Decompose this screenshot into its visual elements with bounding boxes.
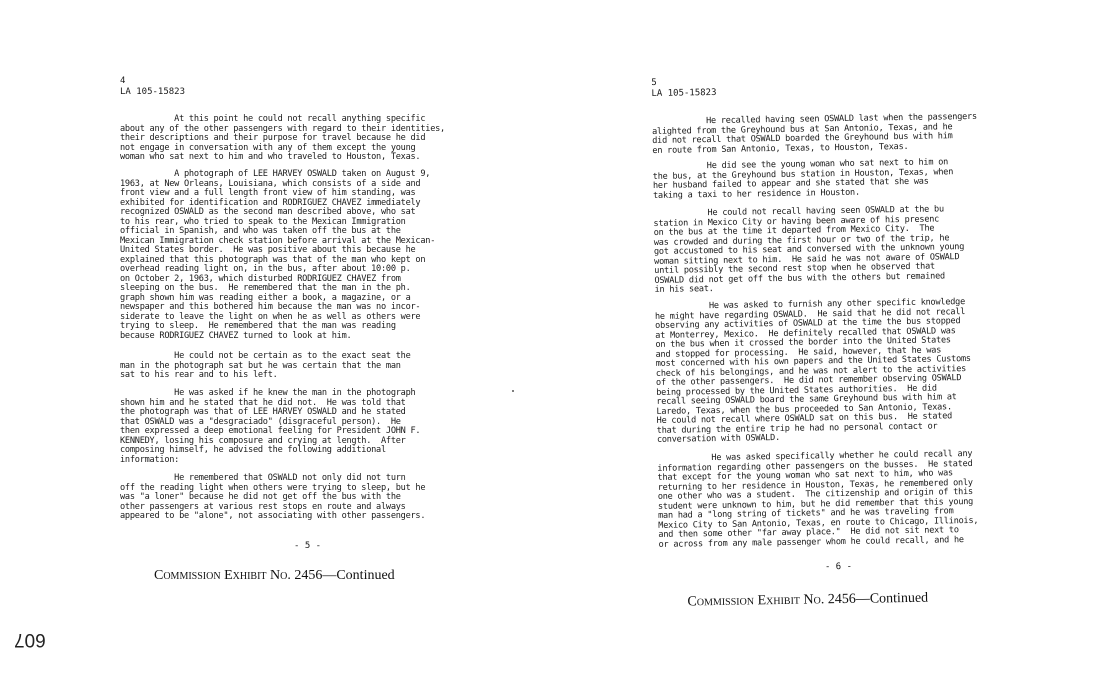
file-number: LA 105-15823	[651, 87, 717, 99]
exhibit-caption	[154, 568, 395, 584]
paragraph-5: He remembered that OSWALD not only did not turn off the reading light when others were trying to sleep, but he was "a loner" because he did not get off the bus with the other passengers at various rest stops en route and always appeared to be "alone", not associating with other passengers.	[120, 473, 426, 521]
paragraph-5: He was asked specifically whether he could recall any information regarding other passengers on the busses. He stated that except for the young woman who sat next to him, who was returning to her residence in Houston, Texas, he remembered only one other who was a student. The citizenship and origin of this student were unknown to him, but he did remember that this young man had a "long string of tickets" and he was traveling from Mexico City to San Antonio, Texas, en route to Chicago, Illinois, and then some other "far away place." He did not sit next to or across from any male passenger whom he could recall, and he	[657, 448, 979, 550]
paragraph-3: He could not recall having seen OSWALD at the bu station in Mexico City or having been aware of his presenc on the bus at the time it departed from Mexico City. The was crowded and during the first hour or two of the trip, he got accustomed to his seat and conversed with the unknown young woman sitting next to him. He said he was not aware of OSWALD until possibly the second rest stop when he observed that OSWALD did not get off the bus with the others but remained in his seat.	[653, 204, 965, 295]
paragraph-1: He recalled having seen OSWALD last when the passengers alighted from the Greyhound bus at San Antonio, Texas, and he did not recall that OSWALD boarded the Greyhound bus with him en route from San Antonio, Texas, to Houston, Texas.	[651, 111, 977, 156]
paragraph-4: He was asked to furnish any other specific knowledge he might have regarding OSWALD. He said that he did not recall observing any activities of OSWALD at the time the bus stopped at Monterrey, Mexico. He definitely recalled that OSWALD was on the bus when it crossed the border into the United States and stopped for processing. He said, however, that he was most concerned with his own papers and the United States Customs check of his belongings, and he was not alert to the activities of the other passengers. He did not remember observing OSWALD being processed by the United States authorities. He did recall seeing OSWALD board the same Greyhound bus with him at Laredo, Texas, when the bus proceeded to San Antonio, Texas. He could not recall where OSWALD sat on this bus. He stated that during the entire trip he had no personal contact or conversation with OSWALD.	[654, 297, 971, 445]
exhibit-caption-lead: Commission Exhibit No.	[154, 568, 291, 583]
page-header-number: 5	[651, 77, 657, 88]
exhibit-caption	[687, 591, 928, 611]
paragraph-2: He did see the young woman who sat next to him on the bus, at the Greyhound bus station in Houston, Texas, when her husband failed to appear and she stated that she was taking a taxi to her residence in Houston.	[652, 157, 954, 201]
scan-speck	[512, 390, 514, 392]
file-number: LA 105-15823	[120, 87, 186, 97]
paragraph-1: At this point he could not recall anything specific about any of the other passengers with regard to their identities, their descriptions and their purpose for travel because he did not engage in conversation with any of them except the young woman who sat next to him and who traveled to Houston, Texas.	[120, 114, 445, 162]
page-number: - 5 -	[294, 541, 322, 551]
paragraph-3: He could not be certain as to the exact seat the man in the photograph sat but he was certain that the man sat to his rear and to his left.	[120, 351, 411, 380]
volume-page-number: 607	[14, 629, 46, 650]
exhibit-caption-lead: Commission Exhibit No.	[687, 592, 825, 610]
exhibit-caption-rest: 2456—Continued	[290, 568, 395, 583]
page-header-number: 4	[120, 76, 126, 86]
page-number: - 6 -	[824, 561, 853, 573]
paragraph-4: He was asked if he knew the man in the photograph shown him and he stated that he did not. He was told that the photograph was that of LEE HARVEY OSWALD and he stated that OSWALD was a "desgraciado" (disgraceful person). He then expressed a deep emotional feeling for President JOHN F. KENNEDY, losing his composure and crying at length. After composing himself, he advised the following additional information:	[120, 388, 421, 465]
paragraph-2: A photograph of LEE HARVEY OSWALD taken on August 9, 1963, at New Orleans, Louisiana, which consists of a side and front view and a full length front view of him standing, was exhibited for identification and RODRIGUEZ CHAVEZ immediately recognized OSWALD as the second man described above, who sat to his rear, who tried to speak to the Mexican Immigration official in Spanish, and who was taken off the bus at the Mexican Immigration check station before arrival at the Mexican- United States border. He was positive about this because he explained that this photograph was that of the man who kept on overhead reading light on, in the bus, after about 10:00 p. on October 2, 1963, which disturbed RODRIGUEZ CHAVEZ from sleeping on the bus. He remembered that the man in the ph. graph shown him was reading either a book, a magazine, or a newspaper and this bothered him because the man was no incor- siderate to leave the light on when he as well as others were trying to sleep. He remembered that the man was reading because RODRIGUEZ CHAVEZ turned to look at him.	[120, 169, 436, 341]
exhibit-caption-rest: 2456—Continued	[824, 590, 929, 608]
